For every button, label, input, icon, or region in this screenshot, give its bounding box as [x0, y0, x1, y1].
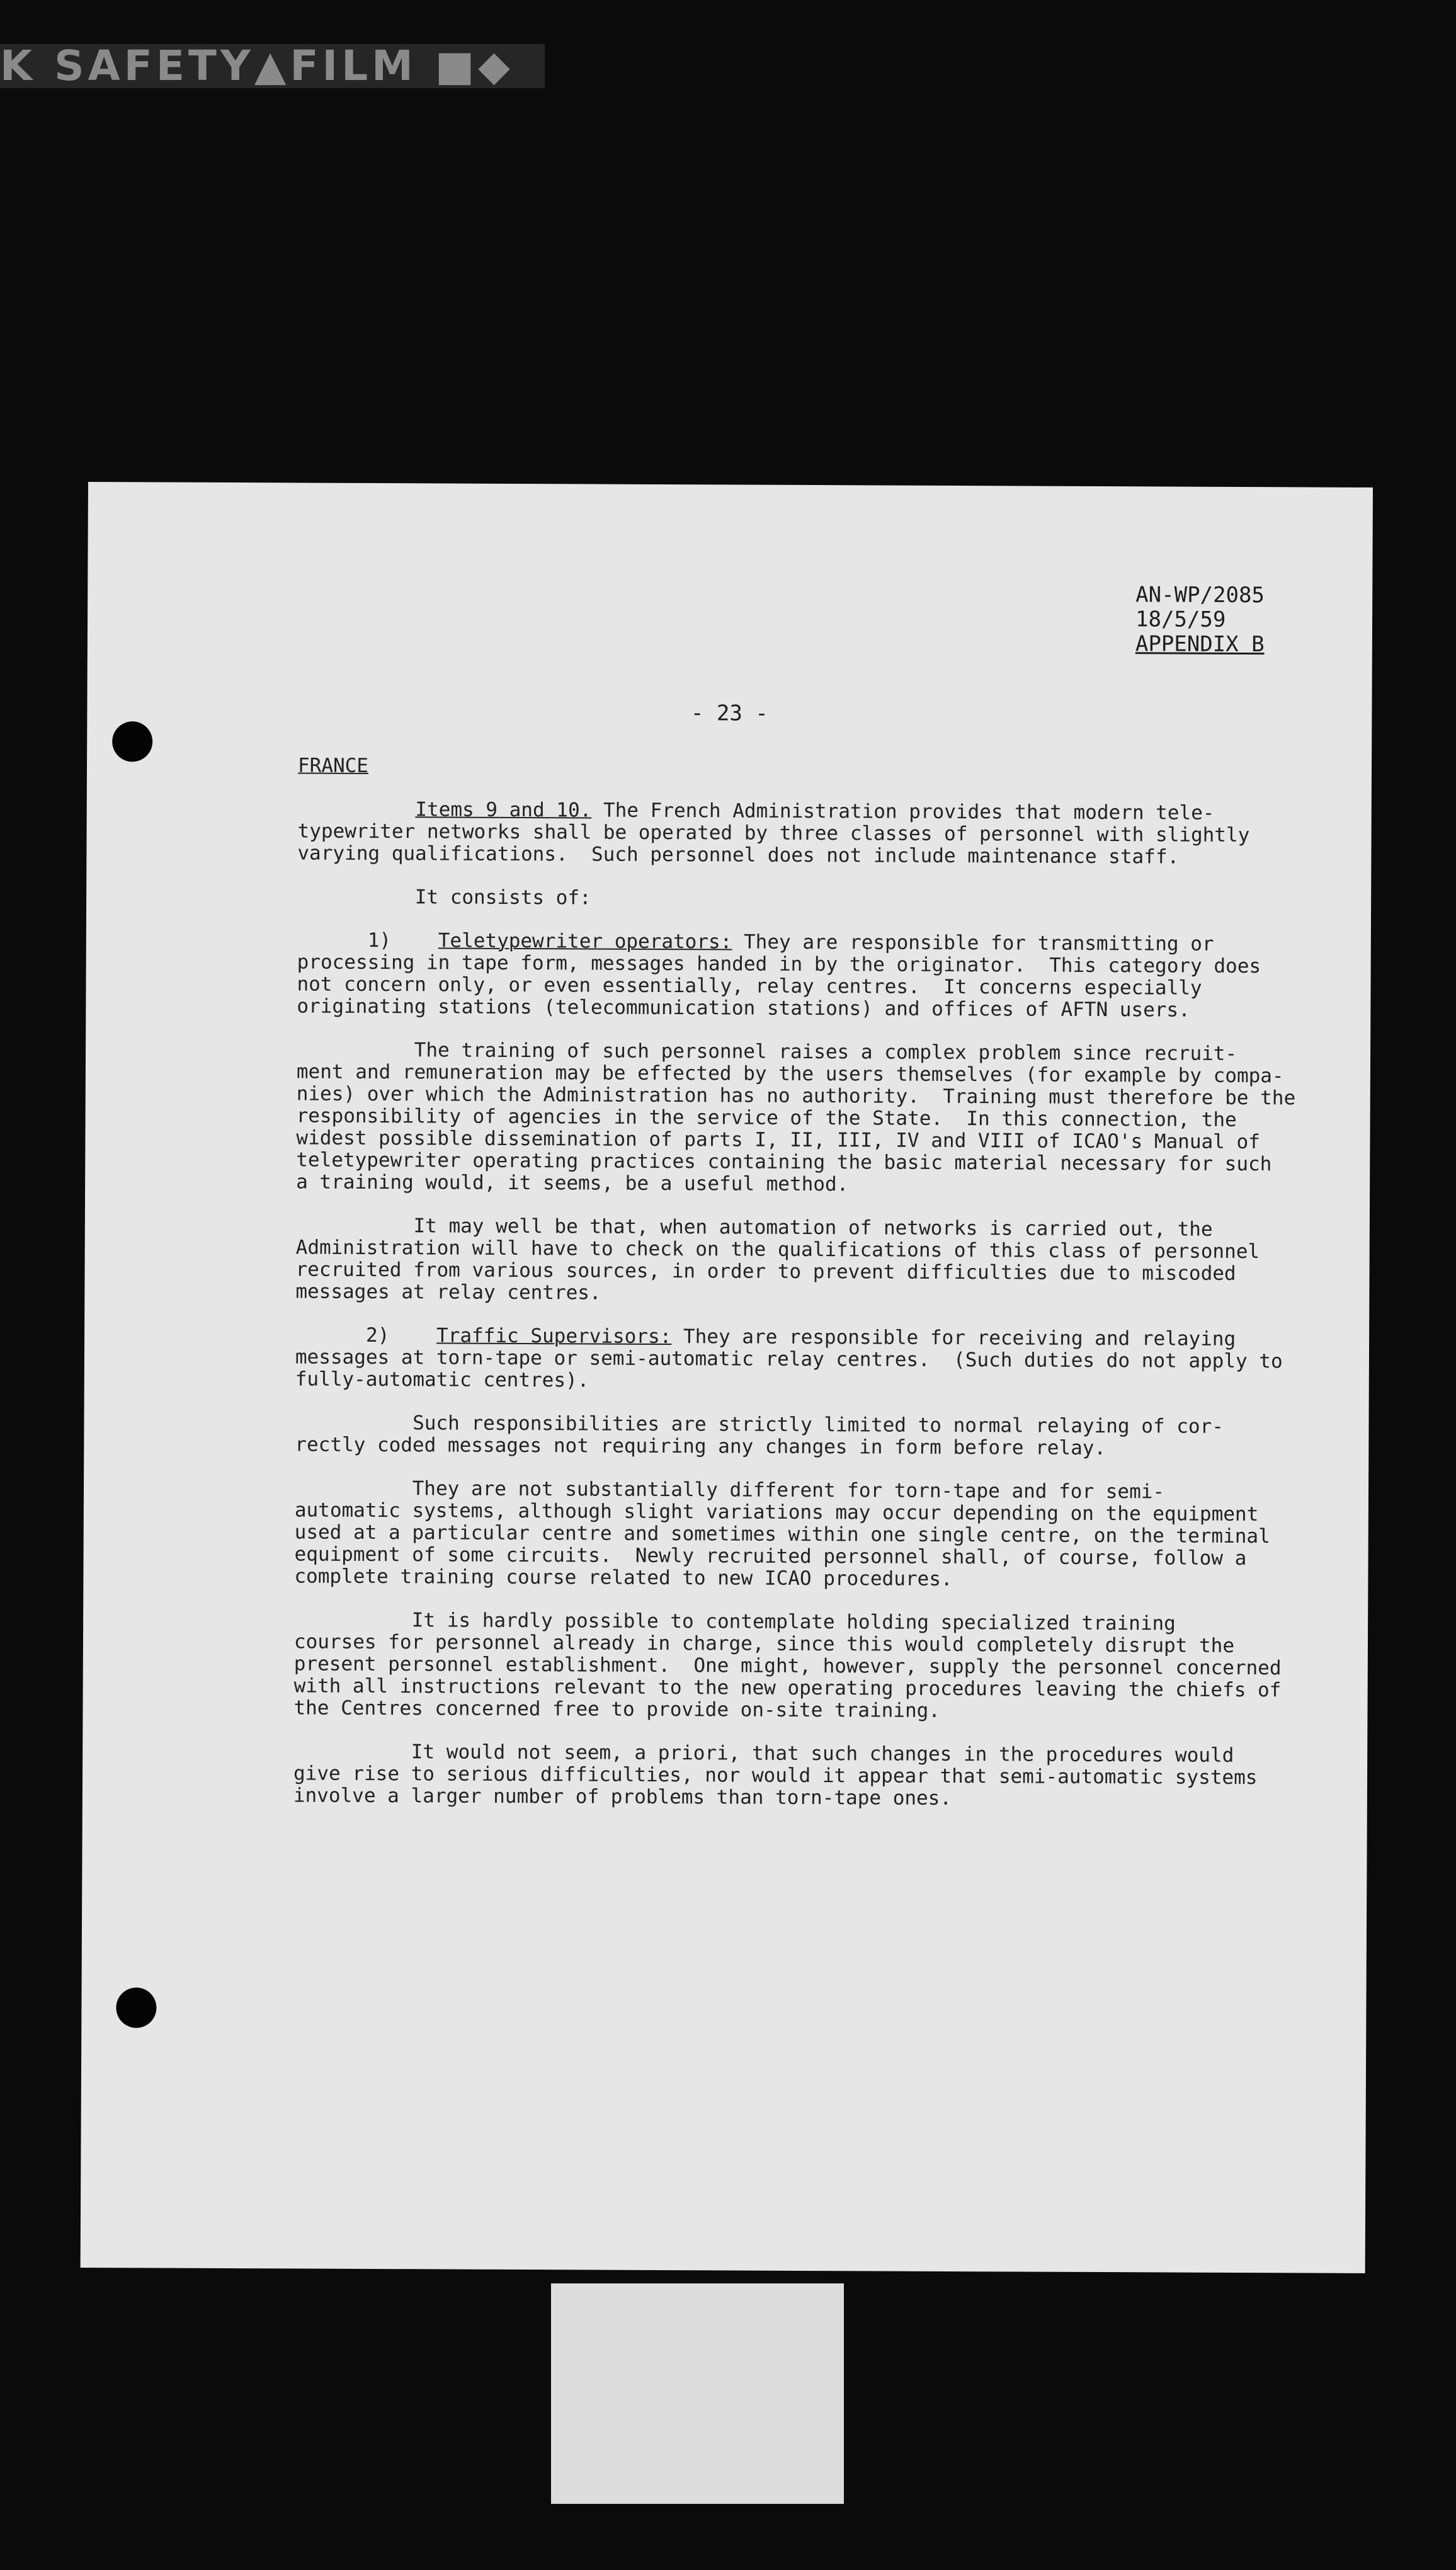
line-text: not concern only, or even essentially, relay centres. It concerns especially — [297, 973, 1202, 1000]
line-text: processing in tape form, messages handed in by the originator. This category does — [297, 951, 1261, 978]
line-text: fully-automatic centres). — [295, 1368, 589, 1392]
indent — [294, 1608, 412, 1631]
paragraph-line — [297, 995, 1380, 1022]
line-text: give rise to serious difficulties, nor would it appear that semi-automatic systems — [293, 1762, 1258, 1790]
punch-hole-top — [112, 721, 152, 762]
indent — [297, 928, 368, 951]
reference-code: AN-WP/2085 — [1135, 582, 1265, 608]
line-text: messages at relay centres. — [295, 1280, 601, 1305]
line-text: varying qualifications. Such personnel does not include maintenance staff. — [297, 842, 1180, 869]
line-text: with all instructions relevant to the new operating procedures leaving the chiefs of — [293, 1674, 1282, 1702]
line-text: Administration will have to check on the qualifications of this class of personnel — [295, 1236, 1260, 1264]
line-text: originating stations (telecommunication stations) and offices of AFTN users. — [297, 995, 1190, 1022]
line-text: ment and remuneration may be effected by the users themselves (for example by compa- — [296, 1060, 1284, 1088]
line-text: a training would, it seems, be a useful method. — [296, 1170, 849, 1196]
paragraph-lead: Teletypewriter operators: — [438, 929, 732, 954]
indent — [296, 1214, 414, 1237]
line-text: recruited from various sources, in order to prevent difficulties due to miscoded — [295, 1258, 1236, 1285]
punch-hole-bottom — [116, 1987, 156, 2028]
line-text: It would not seem, a priori, that such changes in the procedures would — [411, 1740, 1234, 1767]
indent — [295, 1411, 412, 1434]
line-text: equipment of some circuits. Newly recruited personnel shall, of course, follow a — [294, 1543, 1247, 1570]
list-number: 1) — [367, 928, 438, 952]
indent — [295, 1476, 412, 1500]
line-text: It may well be that, when automation of networks is carried out, the — [413, 1214, 1213, 1241]
film-edge-label: K SAFETY▲FILM ■◆ — [0, 44, 514, 88]
document-reference — [1135, 583, 1338, 657]
line-text: The French Administration provides that modern tele- — [591, 799, 1215, 825]
line-text: It is hardly possible to contemplate holding specialized training — [411, 1609, 1176, 1635]
indent — [298, 797, 416, 821]
paragraph-lead: Traffic Supervisors: — [436, 1324, 672, 1349]
section-heading: FRANCE — [297, 754, 369, 777]
line-text: typewriter networks shall be operated by three classes of personnel with slightly — [297, 820, 1250, 847]
line-text: automatic systems, although slight variations may occur depending on the equipment — [294, 1499, 1259, 1526]
line-text: involve a larger number of problems than torn-tape ones. — [293, 1784, 952, 1810]
line-text: widest possible dissemination of parts I, II, III, IV and VIII of ICAO's Manual of — [296, 1126, 1260, 1154]
line-text: It consists of: — [414, 886, 591, 910]
document-page — [81, 482, 1373, 2273]
line-text: The training of such personnel raises a complex problem since recruit- — [414, 1039, 1237, 1065]
line-text: nies) over which the Administration has no authority. Training must therefore be the — [296, 1082, 1296, 1110]
line-text: They are responsible for receiving and relaying — [671, 1325, 1236, 1351]
reference-appendix: APPENDIX B — [1135, 631, 1265, 658]
indent — [297, 885, 415, 908]
line-text: messages at torn-tape or semi-automatic relay centres. (Such duties do not apply to — [295, 1345, 1283, 1373]
paragraph-line — [297, 886, 1380, 913]
reference-date: 18/5/59 — [1135, 607, 1226, 632]
line-text: responsibility of agencies in the service of the State. In this connection, the — [296, 1104, 1237, 1131]
line-text: teletypewriter operating practices containing the basic material necessary for such — [296, 1148, 1272, 1176]
line-text: complete training course related to new ICAO procedures. — [294, 1565, 953, 1591]
target-card — [551, 2283, 844, 2504]
line-text: used at a particular centre and sometimes within one single centre, on the terminal — [294, 1521, 1270, 1548]
line-text: present personnel establishment. One might, however, supply the personnel concerned — [293, 1652, 1282, 1680]
indent — [293, 1740, 411, 1763]
document-body — [293, 755, 1381, 1811]
indent — [295, 1323, 366, 1346]
line-text: Such responsibilities are strictly limited to normal relaying of cor- — [412, 1412, 1224, 1438]
list-number: 2) — [365, 1323, 437, 1347]
indent — [297, 1038, 414, 1061]
line-text: They are not substantially different for torn-tape and for semi- — [412, 1477, 1165, 1504]
line-text: rectly coded messages not requiring any changes in form before relay. — [295, 1433, 1106, 1460]
line-text: They are responsible for transmitting or — [732, 930, 1214, 956]
line-text: courses for personnel already in charge, since this would completely disrupt the — [293, 1630, 1235, 1657]
paragraph-lead: Items 9 and 10. — [415, 798, 592, 822]
film-edge-strip — [0, 44, 545, 88]
page-number: - 23 - — [690, 700, 768, 726]
line-text: the Centres concerned free to provide on-site training. — [293, 1696, 941, 1722]
